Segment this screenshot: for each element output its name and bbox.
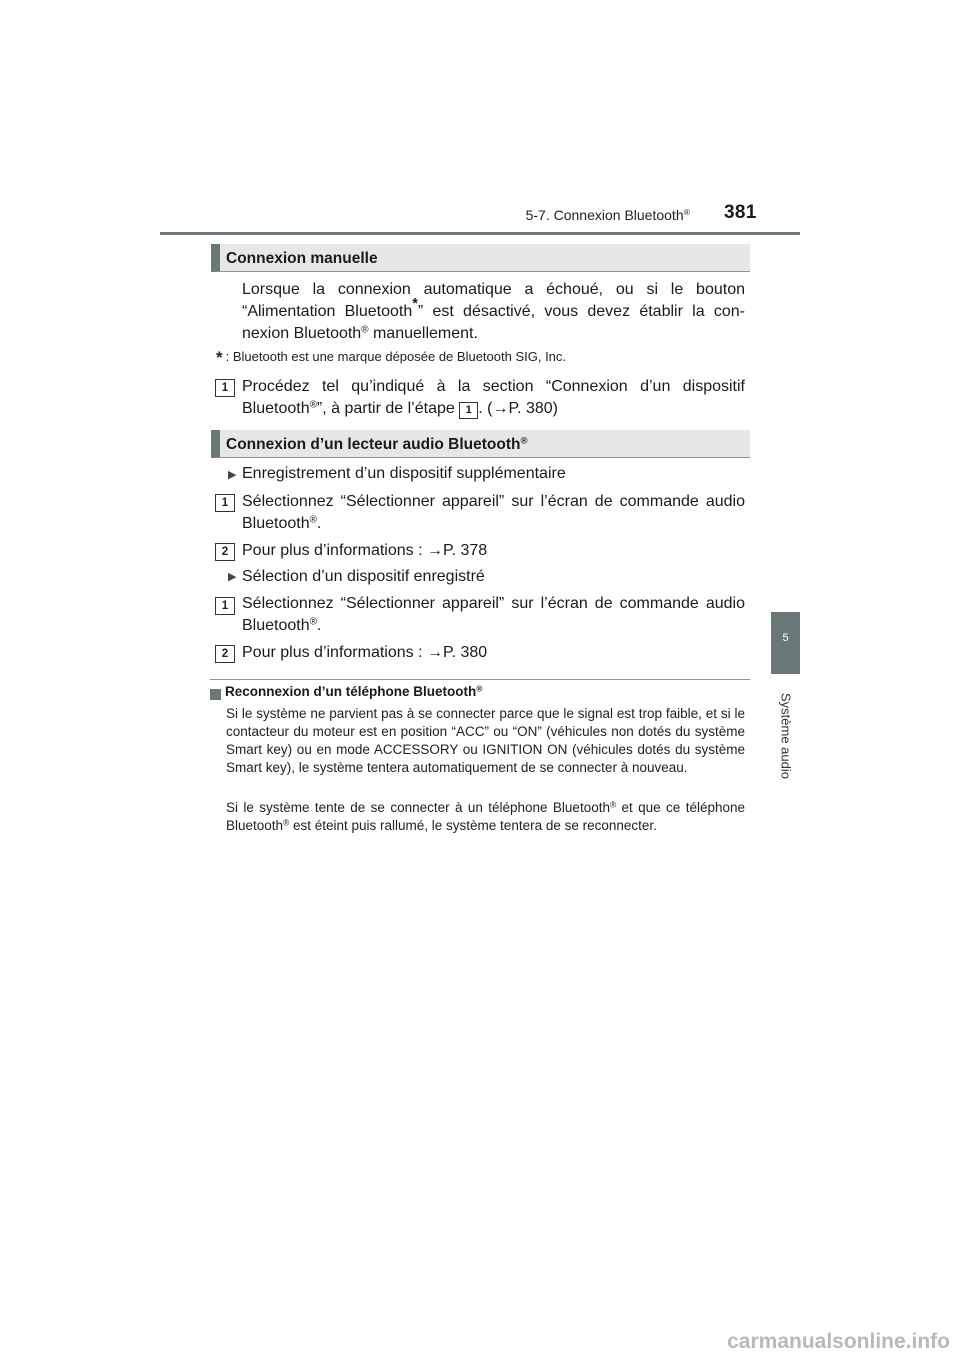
page-number: 381 [724, 202, 757, 223]
step-text: Procédez tel qu’indiqué à la section “Connexion d’un dispositif Bluetooth®”, à partir de l’étape 1 . (→P. 380) [242, 378, 745, 417]
note-divider [210, 679, 750, 680]
chapter-tab-label: Système audio [778, 693, 794, 779]
triangle-bullet-icon: ▶ [228, 571, 237, 583]
chapter-tab-number: 5 [782, 632, 789, 644]
subheading-select-device: Sélection d’un dispositif enregistré [242, 568, 485, 585]
watermark-text: carmanualsonline.info [727, 1330, 950, 1353]
trademark-footnote: * : Bluetooth est une marque déposée de Bluetooth SIG, Inc. [216, 348, 567, 367]
note-paragraph: Si le système tente de se connecter à un téléphone Bluetooth® et que ce téléphone Bluetooth® est éteint puis rallumé, le système tentera de se reconnecter. [226, 799, 745, 833]
section-heading-bluetooth-audio: Connexion d’un lecteur audio Bluetooth® [211, 430, 750, 458]
step-text: Sélectionnez “Sélectionner appareil” sur l’écran de commande audio Bluetooth®. [242, 595, 745, 634]
step-number-box: 2 [215, 645, 235, 663]
step-number-box: 1 [215, 597, 235, 615]
subheading-register-device: Enregistrement d’un dispositif supplémentaire [242, 465, 566, 482]
triangle-bullet-icon: ▶ [228, 469, 237, 481]
step-text: Pour plus d’informations : →P. 378 [242, 542, 488, 559]
intro-paragraph: Lorsque la connexion automatique a échoué, ou si le bouton “Alimentation Bluetooth*” est désactivé, vous devez établir la connexion Bluetooth® manuellement. [242, 281, 745, 342]
step-text: Sélectionnez “Sélectionner appareil” sur l’écran de commande audio Bluetooth®. [242, 493, 745, 532]
header-divider [160, 232, 800, 235]
note-paragraph: Si le système ne parvient pas à se connecter parce que le signal est trop faible, et si le contacteur du moteur est en position “ACC” ou “ON” (véhicules non dotés du système Smart key) ou en mode ACCESSORY ou IGNITION ON (véhicules dotés du système Smart key), le système tentera automatiquement de se connecter à nouveau. [226, 706, 745, 775]
step-reference-box: 1 [459, 402, 478, 419]
step-number-box: 1 [215, 379, 235, 397]
note-heading-reconnect: Reconnexion d’un téléphone Bluetooth® [225, 683, 483, 699]
step-text: Pour plus d’informations : →P. 380 [242, 644, 488, 661]
step-number-box: 2 [215, 543, 235, 561]
step-number-box: 1 [215, 494, 235, 512]
section-heading-manual-connection: Connexion manuelle [211, 244, 750, 272]
square-bullet-icon [210, 689, 221, 700]
running-header-section: 5-7. Connexion Bluetooth® [525, 207, 690, 223]
